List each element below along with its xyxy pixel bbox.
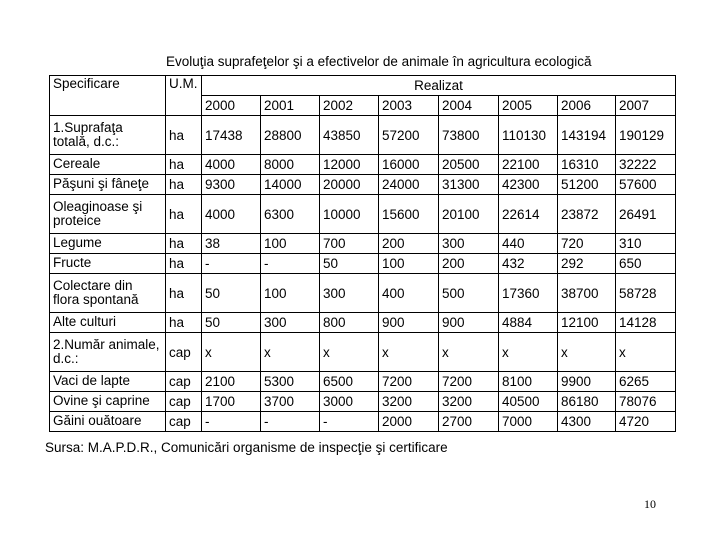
table-row — [50, 155, 676, 175]
row-unit: ha — [166, 175, 202, 195]
cell-value: 100 — [261, 234, 320, 254]
cell-value: x — [320, 333, 379, 372]
row-unit: ha — [166, 274, 202, 313]
table-row — [50, 254, 676, 274]
cell-value: 14128 — [616, 313, 676, 333]
cell-value: 432 — [499, 254, 558, 274]
table-body — [50, 76, 676, 432]
source-note: Sursa: M.A.P.D.R., Comunicări organisme de inspecţie şi certificare — [45, 440, 448, 455]
cell-value: 23872 — [558, 195, 616, 234]
year-header: 2002 — [320, 96, 379, 116]
cell-value: 10000 — [320, 195, 379, 234]
cell-value: 200 — [379, 234, 439, 254]
cell-value: 2100 — [202, 372, 261, 392]
cell-value: 440 — [499, 234, 558, 254]
year-header: 2006 — [558, 96, 616, 116]
row-unit: ha — [166, 155, 202, 175]
table-row — [50, 392, 676, 412]
cell-value: 720 — [558, 234, 616, 254]
table-row — [50, 313, 676, 333]
cell-value: 2000 — [379, 412, 439, 432]
cell-value: 22614 — [499, 195, 558, 234]
row-label: Ovine şi caprine — [50, 392, 166, 412]
cell-value: x — [558, 333, 616, 372]
cell-value: 26491 — [616, 195, 676, 234]
cell-value: 17360 — [499, 274, 558, 313]
cell-value: 50 — [202, 313, 261, 333]
cell-value: 4884 — [499, 313, 558, 333]
cell-value: 7200 — [439, 372, 499, 392]
row-unit: ha — [166, 234, 202, 254]
cell-value: 143194 — [558, 116, 616, 155]
cell-value: 5300 — [261, 372, 320, 392]
cell-value: 500 — [439, 274, 499, 313]
cell-value: 86180 — [558, 392, 616, 412]
cell-value: 4000 — [202, 155, 261, 175]
cell-value: x — [202, 333, 261, 372]
cell-value: 50 — [202, 274, 261, 313]
cell-value: 17438 — [202, 116, 261, 155]
table-row — [50, 274, 676, 313]
cell-value: 4300 — [558, 412, 616, 432]
cell-value: 38 — [202, 234, 261, 254]
cell-value: 8100 — [499, 372, 558, 392]
cell-value: 24000 — [379, 175, 439, 195]
cell-value: 15600 — [379, 195, 439, 234]
table-row — [50, 175, 676, 195]
row-label: Găini ouătoare — [50, 412, 166, 432]
cell-value: 14000 — [261, 175, 320, 195]
cell-value: 58728 — [616, 274, 676, 313]
table-row — [50, 234, 676, 254]
row-label: Fructe — [50, 254, 166, 274]
cell-value: x — [499, 333, 558, 372]
year-header: 2007 — [616, 96, 676, 116]
table-title: Evoluţia suprafeţelor şi a efectivelor de animale în agricultura ecologică — [166, 54, 592, 69]
cell-value: 700 — [320, 234, 379, 254]
row-unit: cap — [166, 392, 202, 412]
cell-value: 16000 — [379, 155, 439, 175]
cell-value: 200 — [439, 254, 499, 274]
row-label: Cereale — [50, 155, 166, 175]
cell-value: 20500 — [439, 155, 499, 175]
year-header: 2000 — [202, 96, 261, 116]
year-header: 2005 — [499, 96, 558, 116]
table-row — [50, 412, 676, 432]
cell-value: 100 — [261, 274, 320, 313]
cell-value: x — [616, 333, 676, 372]
cell-value: 78076 — [616, 392, 676, 412]
cell-value: 50 — [320, 254, 379, 274]
cell-value: 300 — [439, 234, 499, 254]
cell-value: 100 — [379, 254, 439, 274]
year-header: 2003 — [379, 96, 439, 116]
cell-value: 73800 — [439, 116, 499, 155]
cell-value: 400 — [379, 274, 439, 313]
cell-value: 38700 — [558, 274, 616, 313]
cell-value: 300 — [261, 313, 320, 333]
cell-value: 800 — [320, 313, 379, 333]
header-realizat: Realizat — [202, 76, 676, 96]
cell-value: 1700 — [202, 392, 261, 412]
row-unit: ha — [166, 195, 202, 234]
cell-value: x — [439, 333, 499, 372]
cell-value: x — [261, 333, 320, 372]
cell-value: 6265 — [616, 372, 676, 392]
cell-value: 16310 — [558, 155, 616, 175]
cell-value: 43850 — [320, 116, 379, 155]
cell-value: 900 — [439, 313, 499, 333]
table-row — [50, 116, 676, 155]
cell-value: 9300 — [202, 175, 261, 195]
cell-value: 300 — [320, 274, 379, 313]
cell-value: 20100 — [439, 195, 499, 234]
row-label: Alte culturi — [50, 313, 166, 333]
row-label: Colectare din flora spontană — [50, 274, 166, 313]
page-number: 10 — [644, 497, 656, 511]
cell-value: 22100 — [499, 155, 558, 175]
row-label: Păşuni şi fâneţe — [50, 175, 166, 195]
cell-value: 3200 — [379, 392, 439, 412]
cell-value: 4720 — [616, 412, 676, 432]
cell-value: 292 — [558, 254, 616, 274]
table-row — [50, 372, 676, 392]
year-header: 2004 — [439, 96, 499, 116]
cell-value: 31300 — [439, 175, 499, 195]
row-unit: cap — [166, 412, 202, 432]
cell-value: 3700 — [261, 392, 320, 412]
cell-value: 20000 — [320, 175, 379, 195]
row-unit: cap — [166, 333, 202, 372]
cell-value: 7200 — [379, 372, 439, 392]
row-label: Vaci de lapte — [50, 372, 166, 392]
cell-value: 9900 — [558, 372, 616, 392]
cell-value: 110130 — [499, 116, 558, 155]
row-unit: ha — [166, 254, 202, 274]
cell-value: - — [261, 412, 320, 432]
cell-value: 12000 — [320, 155, 379, 175]
row-label: Legume — [50, 234, 166, 254]
cell-value: 32222 — [616, 155, 676, 175]
cell-value: - — [202, 412, 261, 432]
table-row — [50, 333, 676, 372]
header-row-1 — [50, 76, 676, 96]
cell-value: 51200 — [558, 175, 616, 195]
cell-value: 8000 — [261, 155, 320, 175]
cell-value: 2700 — [439, 412, 499, 432]
cell-value: 40500 — [499, 392, 558, 412]
header-um: U.M. — [166, 76, 202, 116]
header-specificare: Specificare — [50, 76, 166, 116]
cell-value: - — [320, 412, 379, 432]
row-unit: ha — [166, 116, 202, 155]
cell-value: 3200 — [439, 392, 499, 412]
cell-value: 12100 — [558, 313, 616, 333]
cell-value: 310 — [616, 234, 676, 254]
cell-value: 4000 — [202, 195, 261, 234]
row-label: 1.Suprafaţa totală, d.c.: — [50, 116, 166, 155]
cell-value: 28800 — [261, 116, 320, 155]
cell-value: 42300 — [499, 175, 558, 195]
cell-value: - — [202, 254, 261, 274]
cell-value: 900 — [379, 313, 439, 333]
cell-value: x — [379, 333, 439, 372]
table-row — [50, 195, 676, 234]
cell-value: 6500 — [320, 372, 379, 392]
data-table — [49, 75, 676, 432]
cell-value: - — [261, 254, 320, 274]
cell-value: 57200 — [379, 116, 439, 155]
cell-value: 3000 — [320, 392, 379, 412]
cell-value: 57600 — [616, 175, 676, 195]
cell-value: 6300 — [261, 195, 320, 234]
row-unit: ha — [166, 313, 202, 333]
cell-value: 190129 — [616, 116, 676, 155]
row-label: Oleaginoase şi proteice — [50, 195, 166, 234]
cell-value: 7000 — [499, 412, 558, 432]
cell-value: 650 — [616, 254, 676, 274]
year-header: 2001 — [261, 96, 320, 116]
row-unit: cap — [166, 372, 202, 392]
row-label: 2.Număr animale, d.c.: — [50, 333, 166, 372]
